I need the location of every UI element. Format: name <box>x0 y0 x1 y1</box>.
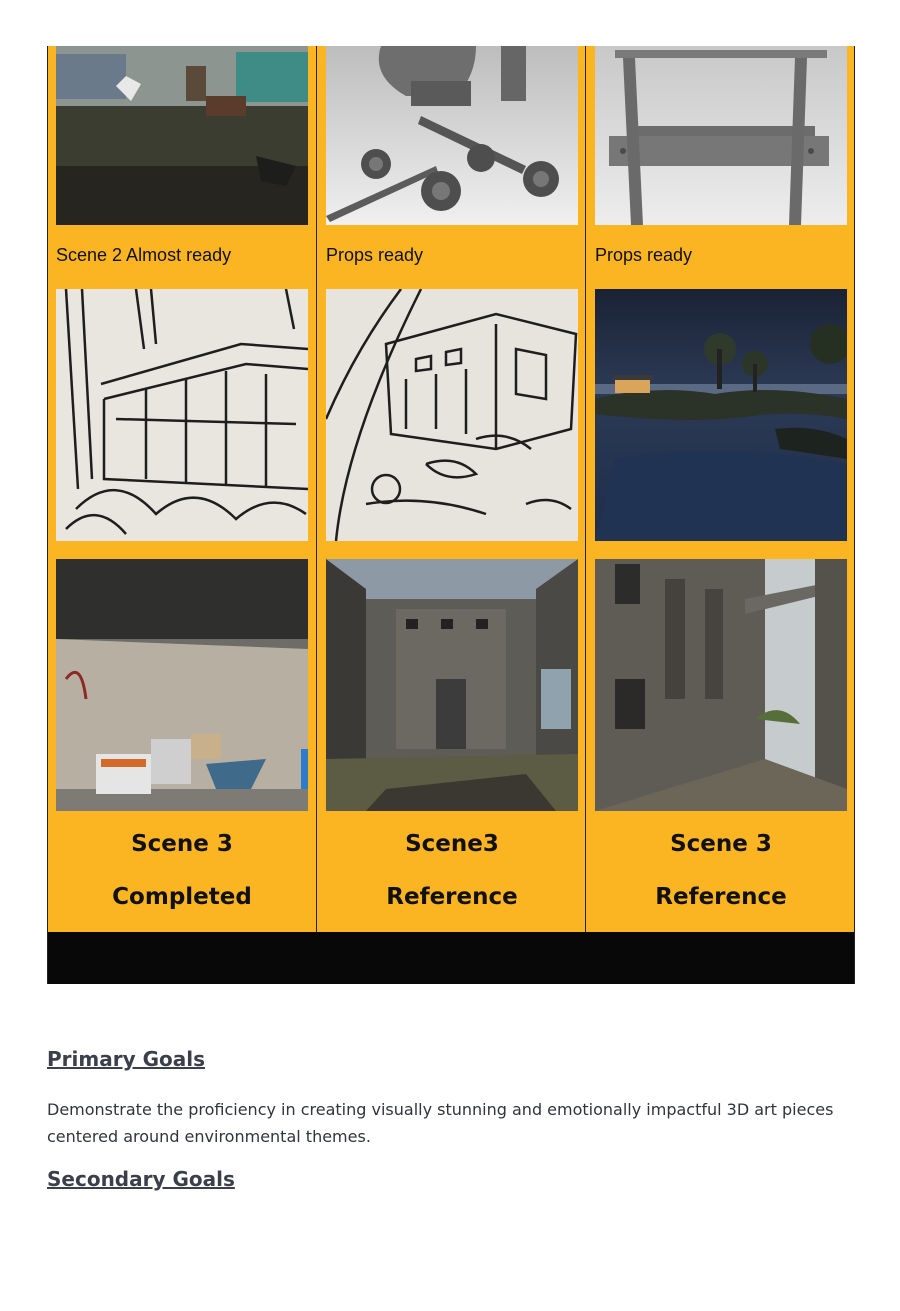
scene-2-caption: Scene 2 Almost ready <box>56 245 232 265</box>
cement-mixer-prop-image <box>326 46 578 225</box>
scene-3-reference-title: Scene3 <box>405 831 499 857</box>
column-divider <box>316 46 317 932</box>
scene-3-reference-title: Scene 3 <box>670 831 772 857</box>
secondary-goals-heading: Secondary Goals <box>47 1167 235 1191</box>
scene-3-reference-subtitle: Reference <box>655 884 787 910</box>
props-caption: Props ready <box>326 245 424 265</box>
scene-3-completed-subtitle: Completed <box>112 884 252 910</box>
column-divider <box>585 46 586 932</box>
night-island-render-image <box>595 289 847 541</box>
courtyard-sketch-image <box>326 289 578 541</box>
storyboard-board <box>47 46 855 984</box>
scene-3-completed-image <box>56 559 308 811</box>
storyboard-footer-bar <box>48 932 854 984</box>
scene-2-render-image <box>56 46 308 225</box>
sawhorse-prop-image <box>595 46 847 225</box>
primary-goals-text: Demonstrate the proficiency in creating visually stunning and emotionally impactful 3D art pieces centered around environmental themes. <box>47 1100 834 1146</box>
scene-3-completed-title: Scene 3 <box>131 831 233 857</box>
props-caption: Props ready <box>595 245 693 265</box>
scene-3-reference-subtitle: Reference <box>386 884 518 910</box>
scene-3-reference-image-a <box>326 559 578 811</box>
building-sketch-image <box>56 289 308 541</box>
scene-3-reference-image-b <box>595 559 847 811</box>
primary-goals-heading: Primary Goals <box>47 1047 205 1071</box>
